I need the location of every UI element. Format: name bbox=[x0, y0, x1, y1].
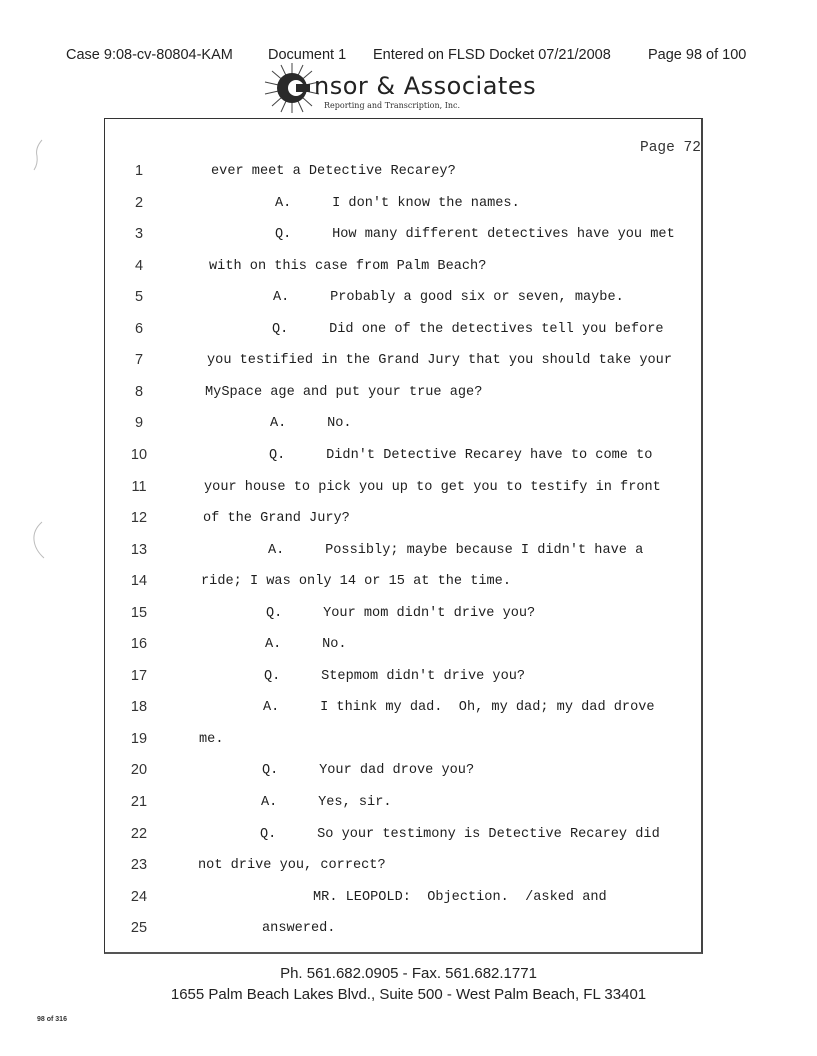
transcript-line: Q. How many different detectives have you met bbox=[275, 227, 675, 242]
line-number: 20 bbox=[130, 762, 148, 778]
line-number: 8 bbox=[134, 384, 144, 400]
margin-scribble-icon bbox=[32, 138, 46, 172]
footer-phone: Ph. 561.682.0905 - Fax. 561.682.1771 bbox=[280, 965, 537, 982]
line-number: 17 bbox=[130, 668, 148, 684]
docket-entry: Entered on FLSD Docket 07/21/2008 bbox=[373, 47, 611, 63]
transcript-line: A. No. bbox=[270, 416, 352, 431]
line-number: 14 bbox=[130, 573, 148, 589]
logo-tagline: Reporting and Transcription, Inc. bbox=[324, 101, 461, 110]
logo-seal-icon bbox=[262, 62, 322, 114]
line-number: 13 bbox=[130, 542, 148, 558]
transcript-line: your house to pick you up to get you to testify in front bbox=[204, 480, 661, 495]
case-number: Case 9:08-cv-80804-KAM bbox=[66, 47, 233, 63]
margin-scribble-icon bbox=[28, 520, 46, 560]
transcript-line: ever meet a Detective Recarey? bbox=[211, 164, 456, 179]
line-number: 23 bbox=[130, 857, 148, 873]
transcript-line: with on this case from Palm Beach? bbox=[209, 259, 487, 274]
line-number: 21 bbox=[130, 794, 148, 810]
line-number: 7 bbox=[134, 352, 144, 368]
page-number: Page 98 of 100 bbox=[648, 47, 747, 63]
line-number: 2 bbox=[134, 195, 144, 211]
line-number: 10 bbox=[130, 447, 148, 463]
transcript-line: Q. Did one of the detectives tell you before bbox=[272, 322, 664, 337]
transcript-line: Q. Stepmom didn't drive you? bbox=[264, 669, 526, 684]
transcript-line: answered. bbox=[262, 921, 336, 936]
transcript-line: MR. LEOPOLD: Objection. /asked and bbox=[313, 890, 607, 905]
line-number: 9 bbox=[134, 415, 144, 431]
page-counter: 98 of 316 bbox=[37, 1016, 67, 1023]
line-number: 25 bbox=[130, 920, 148, 936]
line-number: 22 bbox=[130, 826, 148, 842]
line-number: 3 bbox=[134, 226, 144, 242]
transcript-line: A. Probably a good six or seven, maybe. bbox=[273, 290, 624, 305]
logo-name: nsor & Associates bbox=[314, 72, 537, 100]
footer-address: 1655 Palm Beach Lakes Blvd., Suite 500 - West Palm Beach, FL 33401 bbox=[170, 986, 647, 1003]
transcript-line: Q. Didn't Detective Recarey have to come to bbox=[269, 448, 653, 463]
transcript-line: Q. Your dad drove you? bbox=[262, 763, 475, 778]
transcript-line: not drive you, correct? bbox=[198, 858, 386, 873]
transcript-line: me. bbox=[199, 732, 224, 747]
transcript-line: A. Yes, sir. bbox=[261, 795, 392, 810]
reporter-logo bbox=[250, 62, 550, 114]
transcript-page-label: Page 72 bbox=[640, 140, 701, 156]
line-number: 6 bbox=[134, 321, 144, 337]
line-number: 5 bbox=[134, 289, 144, 305]
transcript-line: you testified in the Grand Jury that you should take your bbox=[207, 353, 672, 368]
transcript-line: Q. Your mom didn't drive you? bbox=[266, 606, 536, 621]
line-number: 24 bbox=[130, 889, 148, 905]
transcript-line: A. I think my dad. Oh, my dad; my dad drove bbox=[263, 700, 655, 715]
line-number: 15 bbox=[130, 605, 148, 621]
transcript-line: A. I don't know the names. bbox=[275, 196, 520, 211]
document-number: Document 1 bbox=[268, 47, 347, 63]
transcript-line: A. Possibly; maybe because I didn't have a bbox=[268, 543, 644, 558]
line-number: 18 bbox=[130, 699, 148, 715]
line-number: 1 bbox=[134, 163, 144, 179]
line-number: 11 bbox=[131, 479, 147, 495]
transcript-line: MySpace age and put your true age? bbox=[205, 385, 483, 400]
transcript-line: ride; I was only 14 or 15 at the time. bbox=[201, 574, 511, 589]
line-number: 16 bbox=[130, 636, 148, 652]
transcript-line: A. No. bbox=[265, 637, 347, 652]
line-number: 12 bbox=[130, 510, 148, 526]
transcript-line: Q. So your testimony is Detective Recarey did bbox=[260, 827, 660, 842]
line-number: 19 bbox=[130, 731, 148, 747]
transcript-line: of the Grand Jury? bbox=[203, 511, 350, 526]
line-number: 4 bbox=[134, 258, 144, 274]
